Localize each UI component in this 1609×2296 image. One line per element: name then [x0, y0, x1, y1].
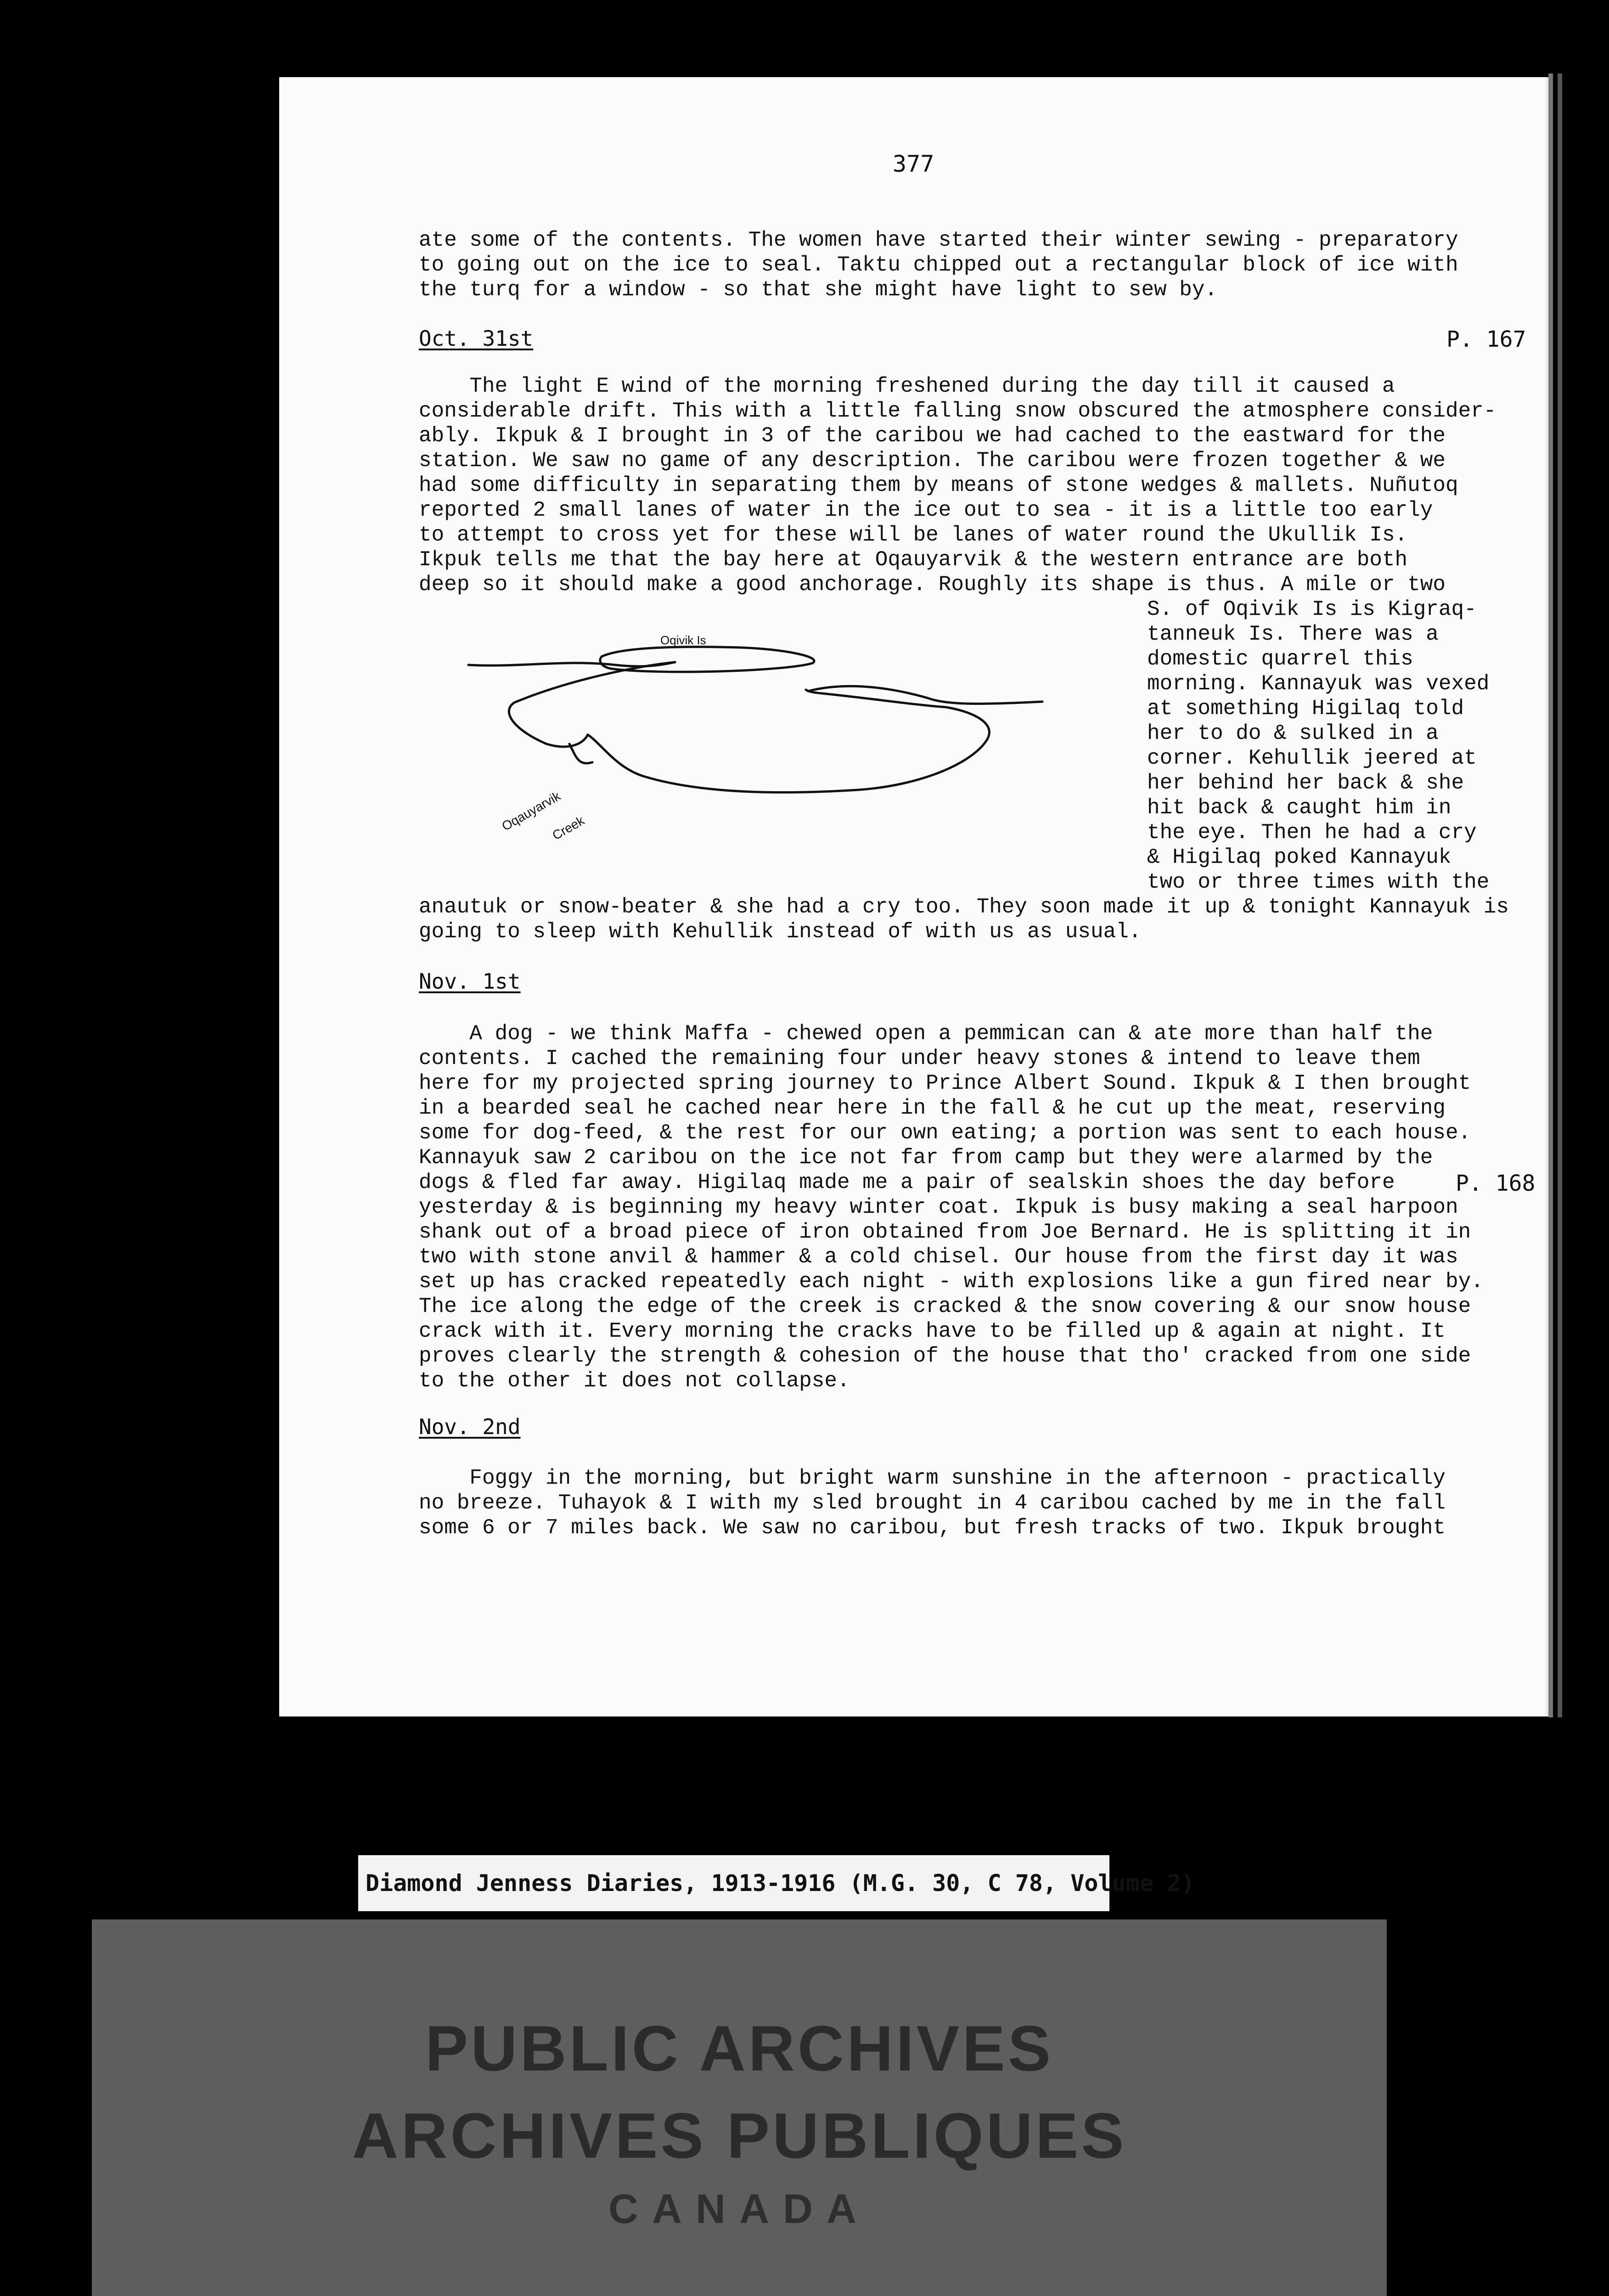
page-edge: [1548, 73, 1553, 1717]
entry-date-oct-31: Oct. 31st: [419, 326, 534, 351]
entry-date-nov-2: Nov. 2nd: [419, 1414, 521, 1439]
entry-date-nov-1: Nov. 1st: [419, 969, 521, 994]
archive-stamp-line-3: CANADA: [608, 2186, 870, 2232]
archive-stamp-line-2: ARCHIVES PUBLIQUES: [352, 2099, 1127, 2172]
intro-paragraph: ate some of the contents. The women have started their winter sewing - preparatory to going out on the ice to seal. Taktu chipped out a rectangular block of ice with the turq for a window - so that she might have light to sew by.: [419, 228, 1458, 302]
entry-oct-31-narrow-text: S. of Oqivik Is is Kigraq- tanneuk Is. There was a domestic quarrel this morning. Kannayuk was vexed at something Higilaq told her to do & sulked in a corner. Kehullik jeered at her behind her back & she hit back & caught him in the eye. Then he had a cry & Higilaq poked Kannayuk two or three times with the: [1147, 597, 1490, 894]
page-number: 377: [893, 151, 934, 177]
archive-stamp: [92, 1919, 1387, 2296]
page-ref-167: P. 167: [1446, 326, 1526, 352]
bay-sketch: [464, 629, 1061, 850]
sketch-label-creek-name: Oqauyarvik: [499, 788, 563, 834]
entry-nov-1-body-b: yesterday & is beginning my heavy winter coat. Ikpuk is busy making a seal harpoon shank out of a broad piece of iron obtained from Joe Bernard. He is splitting it in two with stone anvil & hammer & a cold chisel. Our house from the first day it was set up has cracked repeatedly each night - with explosions like a gun fired near by. The ice along the edge of the creek is cracked & the snow covering & our snow house crack with it. Every morning the cracks have to be filled up & again at night. It proves clearly the strength & cohesion of the house that tho' cracked from one side to the other it does not collapse.: [419, 1195, 1484, 1393]
sketch-label-creek: Creek: [550, 813, 587, 843]
microfilm-label-strip: Diamond Jenness Diaries, 1913-1916 (M.G. 30, C 78, Volume 2): [358, 1855, 1109, 1911]
entry-nov-2-body: Foggy in the morning, but bright warm sunshine in the afternoon - practically no breeze. Tuhayok & I with my sled brought in 4 caribou cached by me in the fall some 6 or 7 miles back. We saw no caribou, but fresh tracks of two. Ikpuk brought: [419, 1466, 1446, 1540]
entry-oct-31-body: The light E wind of the morning freshened during the day till it caused a considerable drift. This with a little falling snow obscured the atmosphere consider- ably. Ikpuk & I brought in 3 of the caribou we had cached to the eastward for the station. We saw no game of any description. The caribou were frozen together & we had some difficulty in separating them by means of stone wedges & mallets. Nuñutoq reported 2 small lanes of water in the ice out to sea - it is a little too early to attempt to cross yet for these will be lanes of water round the Ukullik Is. Ikpuk tells me that the bay here at Oqauyarvik & the western entrance are both deep so it should make a good anchorage. Roughly its shape is thus. A mile or two: [419, 374, 1496, 597]
sketch-label-island: Oqivik Is: [660, 633, 706, 647]
page-edge: [1558, 73, 1562, 1717]
page-ref-168: P. 168: [1456, 1171, 1536, 1196]
archive-stamp-line-1: PUBLIC ARCHIVES: [425, 2012, 1054, 2084]
entry-oct-31-end: anautuk or snow-beater & she had a cry too. They soon made it up & tonight Kannayuk is going to sleep with Kehullik instead of with us as usual.: [419, 895, 1509, 944]
entry-nov-1-body-a: A dog - we think Maffa - chewed open a pemmican can & ate more than half the contents. I cached the remaining four under heavy stones & intend to leave them here for my projected spring journey to Prince Albert Sound. Ikpuk & I then brought in a bearded seal he cached near here in the fall & he cut up the meat, reserving some for dog-feed, & the rest for our own eating; a portion was sent to each house. Kannayuk saw 2 caribou on the ice not far from camp but they were alarmed by the dogs & fled far away. Higilaq made me a pair of sealskin shoes the day before: [419, 1022, 1471, 1194]
